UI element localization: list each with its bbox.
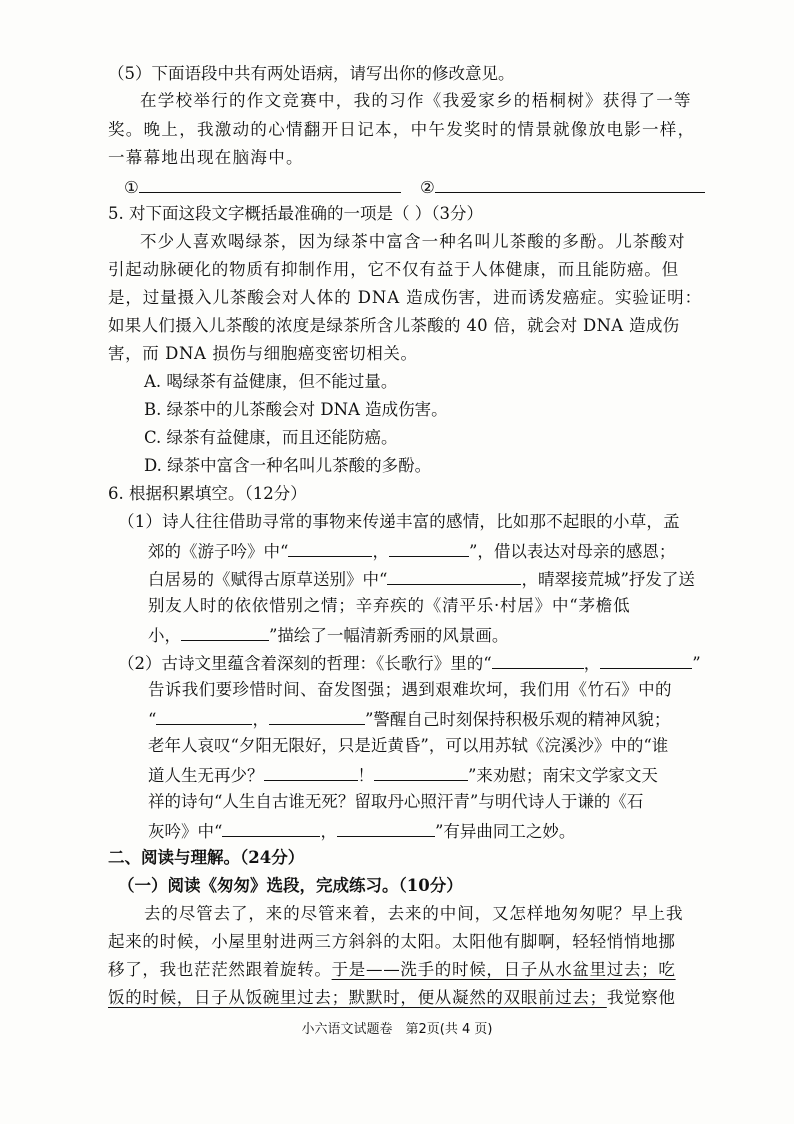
underlined-passage: 于是——洗手的时候，日子从水盆里过去；吃 [331, 960, 676, 979]
q6-2-line: 祥的诗句“人生自古谁无死？留取丹心照汗青”与明代诗人于谦的《石 [148, 792, 644, 811]
q5-passage-line: 引起动脉硬化的物质有抑制作用，它不仅有益于人体健康，而且能防癌。但 [108, 260, 679, 279]
answer-marker-1: ① [124, 178, 139, 197]
fill-blank[interactable] [389, 536, 469, 557]
fill-blank[interactable] [222, 816, 320, 837]
section-2-title: 二、阅读与理解。（24分） [108, 848, 305, 867]
q5-option-a[interactable]: A. 喝绿茶有益健康，但不能过量。 [144, 372, 398, 391]
page-footer: 小六语文试题卷 第2页(共 4 页) [301, 1022, 493, 1037]
q6-1-line: 白居易的《赋得古原草送别》中“ ，晴翠接荒城”抒发了送 [148, 564, 695, 594]
fill-blank[interactable] [337, 816, 435, 837]
q5-5-passage-line: 一幕幕地出现在脑海中。 [108, 148, 304, 167]
fill-blank[interactable] [387, 564, 521, 585]
q5-prompt: 5. 对下面这段文字概括最准确的一项是（ ）（3分） [108, 204, 483, 223]
q5-5-passage-line: 奖。晚上，我激动的心情翻开日记本，中午发奖时的情景就像放电影一样， [108, 120, 696, 139]
q6-1-line: 郊的《游子吟》中“ ， ”，借以表达对母亲的感恩； [148, 536, 675, 566]
q5-passage-line: 如果人们摄入儿茶酸的浓度是绿茶所含儿茶酸的 40 倍，就会对 DNA 造成伤 [108, 316, 680, 335]
fill-blank[interactable] [269, 704, 365, 725]
q6-2-line: “ ， ”警醒自己时刻保持积极乐观的精神风貌； [148, 704, 670, 734]
fill-blank[interactable] [600, 648, 692, 669]
fill-blank[interactable] [288, 536, 372, 557]
q5-option-c[interactable]: C. 绿茶有益健康，而且还能防癌。 [144, 428, 398, 447]
reading-line: 饭的时候，日子从饭碗里过去；默默时，便从凝然的双眼前过去；我觉察他 [108, 988, 676, 1007]
q5-5-passage-line: 在学校举行的作文竞赛中，我的习作《我爱家乡的梧桐树》获得了一等 [140, 91, 692, 110]
q6-2-line: 道人生无再少？ ！ ”来劝慰；南宋文学家文天 [148, 760, 658, 790]
reading-line: 起来的时候，小屋里射进两三方斜斜的太阳。太阳他有脚啊，轻轻悄悄地挪 [108, 932, 676, 951]
q5-option-b[interactable]: B. 绿茶中的儿茶酸会对 DNA 造成伤害。 [144, 400, 448, 419]
fill-blank[interactable] [264, 760, 358, 781]
reading-line: 去的尽管去了，来的尽管来着，去来的中间，又怎样地匆匆呢？早上我 [144, 904, 684, 923]
fill-blank[interactable] [374, 760, 468, 781]
q5-5-prompt: （5）下面语段中共有两处语病，请写出你的修改意见。 [108, 64, 515, 83]
q5-passage-line: 害，而 DNA 损伤与细胞癌变密切相关。 [108, 344, 418, 363]
fill-blank[interactable] [492, 648, 584, 669]
underlined-passage: 饭的时候，日子从饭碗里过去；默默时，便从凝然的双眼前过去； [108, 988, 607, 1007]
q5-5-answer-row [124, 172, 705, 202]
q5-option-d[interactable]: D. 绿茶中富含一种名叫儿茶酸的多酚。 [144, 456, 432, 475]
q5-passage-line: 是，过量摄入儿茶酸会对人体的 DNA 造成伤害，进而诱发癌症。实验证明： [108, 288, 702, 307]
fill-blank[interactable] [181, 620, 269, 641]
q6-2-line: 老年人哀叹“夕阳无限好，只是近黄昏”，可以用苏轼《浣溪沙》中的“谁 [148, 736, 669, 755]
answer-blank-2[interactable] [435, 172, 705, 193]
q6-1-line: （1）诗人往往借助寻常的事物来传递丰富的感情，比如那不起眼的小草，孟 [118, 512, 680, 531]
q6-prompt: 6. 根据积累填空。（12分） [108, 484, 307, 503]
q5-passage-line: 不少人喜欢喝绿茶，因为绿茶中富含一种名叫儿茶酸的多酚。儿茶酸对 [140, 232, 686, 251]
answer-marker-2: ② [420, 178, 435, 197]
q6-2-line: 灰吟》中“ ， ”有异曲同工之妙。 [148, 816, 575, 846]
reading-line: 移了，我也茫茫然跟着旋转。于是——洗手的时候，日子从水盆里过去；吃 [108, 960, 676, 979]
q6-2-line: 告诉我们要珍惜时间、奋发图强；遇到艰难坎坷，我们用《竹石》中的 [148, 680, 672, 699]
q6-1-line: 小， ”描绘了一幅清新秀丽的风景画。 [148, 620, 508, 650]
section-2-subtitle: （一）阅读《匆匆》选段，完成练习。（10分） [118, 876, 463, 895]
fill-blank[interactable] [156, 704, 252, 725]
answer-blank-1[interactable] [139, 172, 401, 193]
q6-2-line: （2）古诗文里蕴含着深刻的哲理：《长歌行》里的“ ， ” [118, 648, 701, 678]
q6-1-line: 别友人时的依依惜别之情；辛弃疾的《清平乐·村居》中“茅檐低 [148, 596, 631, 615]
